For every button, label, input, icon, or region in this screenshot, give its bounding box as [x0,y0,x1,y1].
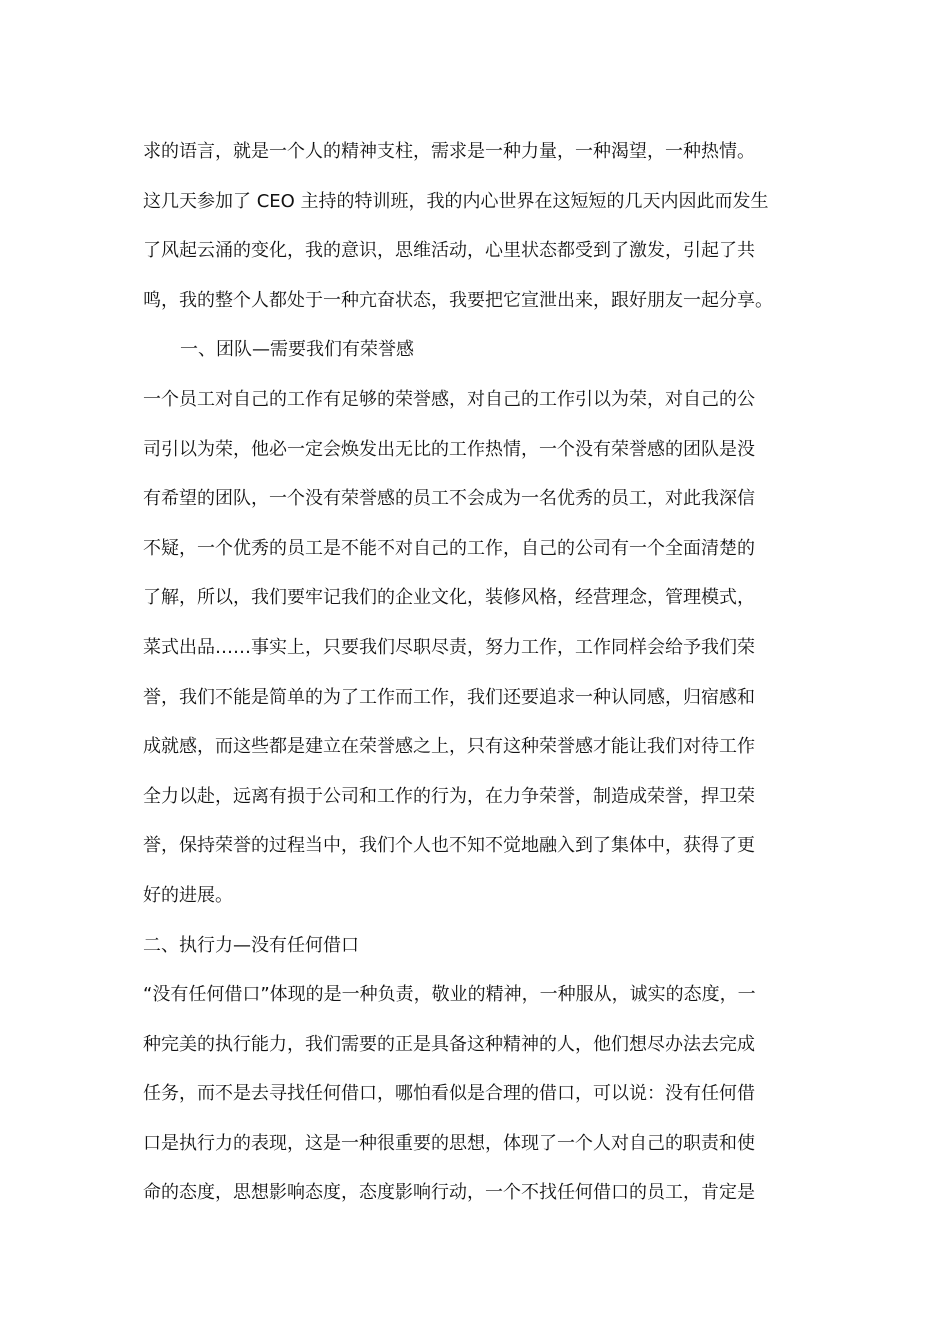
text-line: 这几天参加了 CEO 主持的特训班，我的内心世界在这短短的几天内因此而发生 [143,190,769,212]
section-heading-2: 二、执行力—没有任何借口 [143,934,359,956]
text-line: 好的进展。 [143,884,233,906]
text-line: 誉，我们不能是简单的为了工作而工作，我们还要追求一种认同感，归宿感和 [143,686,755,708]
text-line: 一个员工对自己的工作有足够的荣誉感，对自己的工作引以为荣，对自己的公 [143,388,755,410]
text-line: 命的态度，思想影响态度，态度影响行动，一个不找任何借口的员工，肯定是 [143,1182,755,1204]
text-line: 任务，而不是去寻找任何借口，哪怕看似是合理的借口，可以说：没有任何借 [143,1083,755,1105]
text-line: “没有任何借口”体现的是一种负责，敬业的精神，一种服从，诚实的态度，一 [143,984,756,1006]
body-text [143,127,813,1218]
text-line: 鸣，我的整个人都处于一种亢奋状态，我要把它宣泄出来，跟好朋友一起分享。 [143,289,773,311]
text-line: 种完美的执行能力，我们需要的正是具备这种精神的人，他们想尽办法去完成 [143,1033,755,1055]
text-line: 司引以为荣，他必一定会焕发出无比的工作热情，一个没有荣誉感的团队是没 [143,438,755,460]
text-line: 菜式出品……事实上，只要我们尽职尽责，努力工作，工作同样会给予我们荣 [143,636,755,658]
text-line: 求的语言，就是一个人的精神支柱，需求是一种力量，一种渴望，一种热情。 [143,141,755,162]
text-line: 誉，保持荣誉的过程当中，我们个人也不知不觉地融入到了集体中，获得了更 [143,835,755,857]
text-line: 全力以赴，远离有损于公司和工作的行为，在力争荣誉，制造成荣誉，捍卫荣 [143,785,755,807]
text-line: 了解，所以，我们要牢记我们的企业文化，装修风格，经营理念，管理模式， [143,587,755,609]
text-line: 有希望的团队，一个没有荣誉感的员工不会成为一名优秀的员工，对此我深信 [143,488,755,510]
text-line: 口是执行力的表现，这是一种很重要的思想，体现了一个人对自己的职责和使 [143,1132,755,1154]
text-line: 了风起云涌的变化，我的意识，思维活动，心里状态都受到了激发，引起了共 [143,240,755,262]
section-heading-1: 一、团队—需要我们有荣誉感 [180,339,414,361]
text-line: 不疑，一个优秀的员工是不能不对自己的工作，自己的公司有一个全面清楚的 [143,537,755,559]
text-line: 成就感，而这些都是建立在荣誉感之上，只有这种荣誉感才能让我们对待工作 [143,736,755,758]
